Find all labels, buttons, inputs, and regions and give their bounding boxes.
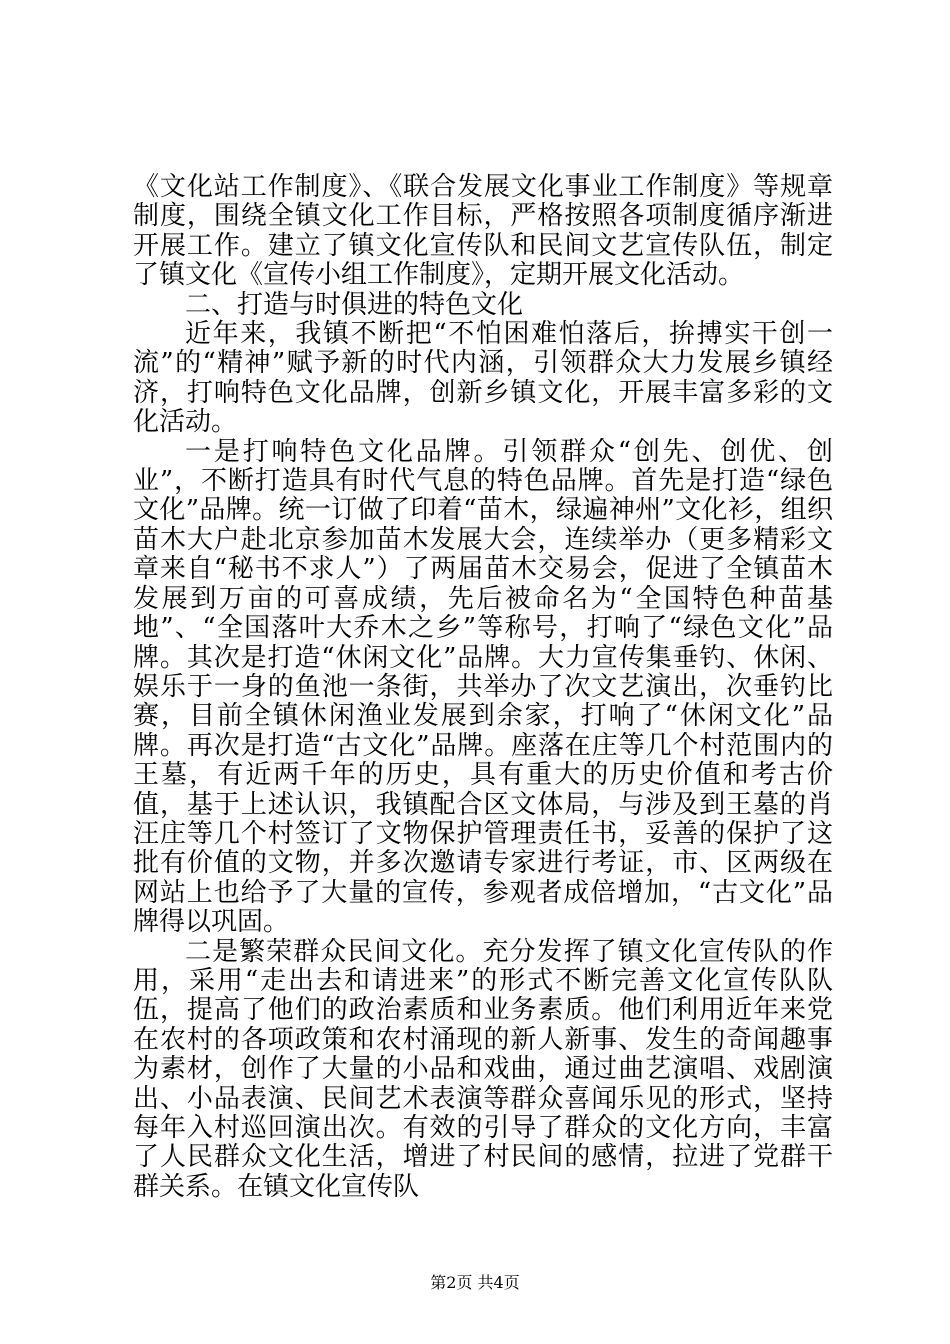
paragraph-brand-culture: 一是打响特色文化品牌。引领群众“创先、创优、创业”，不断打造具有时代气息的特色品牌。首先是打造“绿色文化”品牌。统一订做了印着“苗木，绿遍神州”文化衫，组织苗木大户赴北京参加苗木发展大会，连续举办（更多精彩文章来自“秘书不求人”）了两届苗木交易会，促进了全镇苗木发展到万亩的可喜成绩，先后被命名为“全国特色种苗基地”、“全国落叶大乔木之乡”等称号，打响了“绿色文化”品牌。其次是打造“休闲文化”品牌。大力宣传集垂钓、休闲、娱乐于一身的鱼池一条街，共举办了次文艺演出，次垂钓比赛，目前全镇休闲渔业发展到余家，打响了“休闲文化”品牌。再次是打造“古文化”品牌。座落在庄等几个村范围内的王墓，有近两千年的历史，具有重大的历史价值和考古价值，基于上述认识，我镇配合区文体局，与涉及到王墓的肖汪庄等几个村签订了文物保护管理责任书，妥善的保护了这批有价值的文物，并多次邀请专家进行考证，市、区两级在网站上也给予了大量的宣传，参观者成倍增加，“古文化”品牌得以巩固。 bbox=[133, 436, 833, 938]
paragraph-folk-culture: 二是繁荣群众民间文化。充分发挥了镇文化宣传队的作用，采用“走出去和请进来”的形式不断完善文化宣传队队伍，提高了他们的政治素质和业务素质。他们利用近年来党在农村的各项政策和农村涌现的新人新事、发生的奇闻趣事为素材，创作了大量的小品和戏曲，通过曲艺演唱、戏剧演出、小品表演、民间艺术表演等群众喜闻乐见的形式，坚持每年入村巡回演出次。有效的引导了群众的文化方向，丰富了人民群众文化生活，增进了村民间的感情，拉进了党群干群关系。在镇文化宣传队 bbox=[133, 936, 833, 1202]
section-heading: 二、打造与时俱进的特色文化 bbox=[185, 289, 524, 320]
page-footer: 第2页 共4页 bbox=[430, 1273, 520, 1292]
paragraph-intro: 近年来，我镇不断把“不怕困难怕落后，拚搏实干创一流”的“精神”赋予新的时代内涵，引领群众大力发展乡镇经济，打响特色文化品牌，创新乡镇文化，开展丰富多彩的文化活动。 bbox=[133, 319, 833, 438]
paragraph-continuation: 《文化站工作制度》、《联合发展文化事业工作制度》等规章制度，围绕全镇文化工作目标，严格按照各项制度循序渐进开展工作。建立了镇文化宣传队和民间文艺宣传队伍，制定了镇文化《宣传小组工作制度》，定期开展文化活动。 bbox=[133, 172, 833, 291]
document-body bbox=[133, 173, 833, 1202]
